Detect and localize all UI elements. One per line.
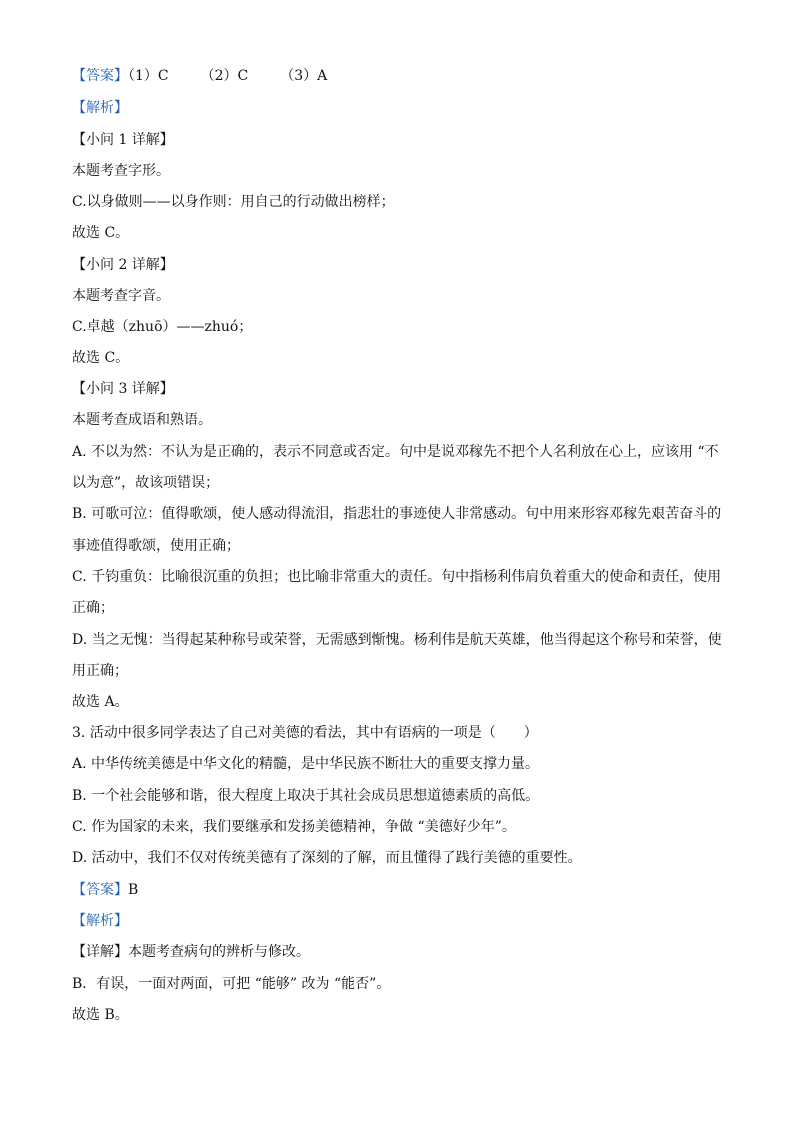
answer-line-2 (72, 880, 722, 900)
detail-line (72, 942, 722, 962)
q1-line: 本题考查字形。 (72, 163, 170, 179)
q3-line: 事迹值得歌颂，使用正确； (72, 538, 240, 554)
q1-line: 故选 C。 (72, 225, 130, 241)
question-3-option-a: A. 中华传统美德是中华文化的精髓，是中华民族不断壮大的重要支撑力量。 (72, 756, 540, 772)
question-3-stem: 3. 活动中很多同学表达了自己对美德的看法，其中有语病的一项是（ ） (72, 725, 538, 741)
q3-line: A. 不以为然：不认为是正确的，表示不同意或否定。句中是说邓稼先不把个人名利放在心上，应该用 “不 (72, 444, 719, 460)
q3-line: D. 当之无愧：当得起某种称号或荣誉，无需感到惭愧。杨利伟是航天英雄，他当得起这个称号和荣誉，使 (72, 632, 722, 648)
q3-line: 用正确； (72, 663, 128, 679)
q3-heading: 【小问 3 详解】 (72, 381, 174, 397)
answer-item-1: （1）C (128, 68, 169, 84)
detail-line: 故选 B。 (72, 1007, 129, 1023)
q3-line: C. 千钧重负：比喻很沉重的负担；也比喻非常重大的责任。句中指杨利伟肩负着重大的使命和责任，使用 (72, 569, 722, 585)
answer-label: 【答案】 (72, 882, 128, 898)
detail-line: B．有误，一面对两面，可把 “能够” 改为 “能否”。 (72, 976, 391, 992)
q3-line: B. 可歌可泣：值得歌颂，使人感动得流泪，指悲壮的事迹使人非常感动。句中用来形容邓稼先艰苦奋斗的 (72, 506, 722, 522)
q2-line: 故选 C。 (72, 350, 130, 366)
analysis-label: 【解析】 (72, 913, 128, 929)
detail-label: 【详解】 (72, 944, 128, 960)
q2-heading: 【小问 2 详解】 (72, 257, 174, 273)
q2-line: 本题考查字音。 (72, 288, 170, 304)
q1-heading: 【小问 1 详解】 (72, 132, 174, 148)
question-3-option-b: B. 一个社会能够和谐，很大程度上取决于其社会成员思想道德素质的高低。 (72, 788, 540, 804)
q3-line: 以为意”，故该项错误； (72, 475, 220, 491)
question-3-option-d: D. 活动中，我们不仅对传统美德有了深刻的了解，而且懂得了践行美德的重要性。 (72, 850, 582, 866)
q3-line: 正确； (72, 600, 114, 616)
q3-line: 本题考查成语和熟语。 (72, 412, 212, 428)
q2-line: C.卓越（zhuō）——zhuó； (72, 319, 253, 335)
answer-label: 【答案】 (72, 68, 128, 84)
question-3-option-c: C. 作为国家的未来，我们要继承和发扬美德精神，争做 “美德好少年”。 (72, 819, 516, 835)
q3-line: 故选 A。 (72, 694, 129, 710)
answer-item-2: （2）C (200, 68, 249, 84)
detail-text: 本题考查病句的辨析与修改。 (128, 944, 310, 960)
answer-value: B (128, 882, 139, 898)
answer-item-3: （3）A (280, 68, 328, 84)
analysis-label: 【解析】 (72, 100, 128, 116)
answer-line-1 (72, 66, 722, 86)
q1-line: C.以身做则——以身作则：用自己的行动做出榜样； (72, 194, 395, 210)
